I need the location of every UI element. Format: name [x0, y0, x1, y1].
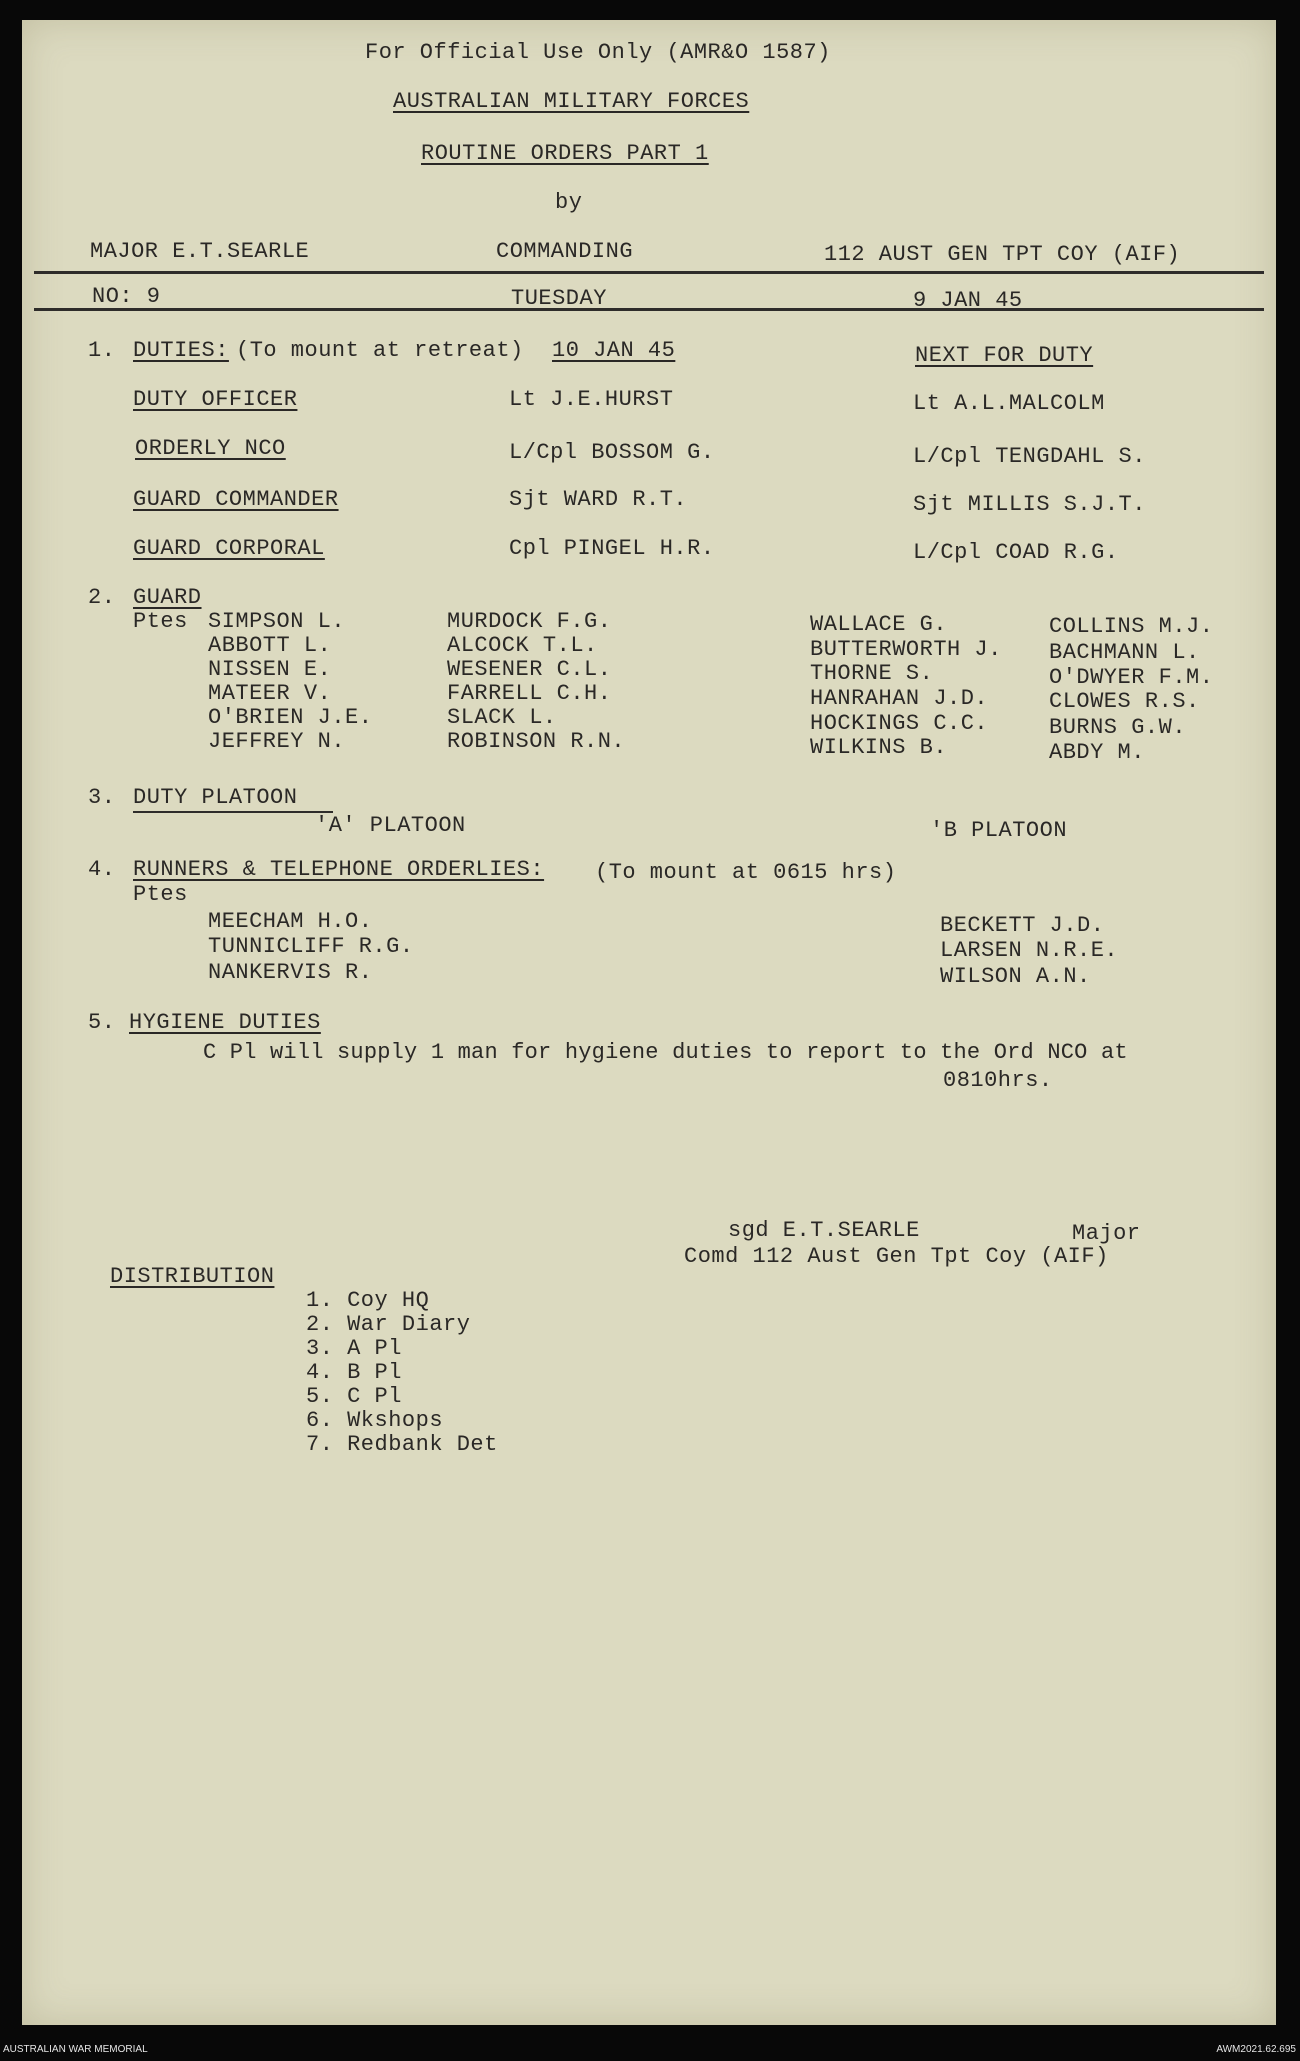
- guard-name: O'DWYER F.M.: [1049, 665, 1214, 690]
- platoon-number: 3.: [88, 785, 116, 810]
- distribution-item: 5. C Pl: [306, 1384, 402, 1409]
- guard-name: MURDOCK F.G.: [447, 609, 612, 634]
- duty-current: Lt J.E.HURST: [509, 387, 674, 412]
- platoon-current: 'A' PLATOON: [315, 813, 466, 838]
- orders-title: ROUTINE ORDERS PART 1: [421, 141, 709, 166]
- forces-title: AUSTRALIAN MILITARY FORCES: [393, 89, 750, 114]
- order-number: NO: 9: [92, 284, 161, 309]
- duty-role: DUTY OFFICER: [133, 387, 298, 412]
- footer-accession: AWM2021.62.695: [1216, 2044, 1296, 2055]
- runner-name: WILSON A.N.: [940, 964, 1091, 989]
- guard-name: BUTTERWORTH J.: [810, 637, 1002, 662]
- guard-name: ABBOTT L.: [208, 633, 332, 658]
- guard-name: NISSEN E.: [208, 657, 332, 682]
- by-label: by: [555, 190, 583, 215]
- runners-heading: RUNNERS & TELEPHONE ORDERLIES:: [133, 857, 545, 882]
- duty-role: GUARD COMMANDER: [133, 487, 339, 512]
- runner-name: LARSEN N.R.E.: [940, 938, 1119, 963]
- platoon-heading-underline: [133, 811, 333, 813]
- hygiene-instruction-time: 0810hrs.: [943, 1068, 1053, 1093]
- guard-name: FARRELL C.H.: [447, 681, 612, 706]
- guard-ptes-label: Ptes: [133, 609, 188, 634]
- guard-name: O'BRIEN J.E.: [208, 705, 373, 730]
- header-rule-bottom: [34, 308, 1264, 311]
- duty-next: Sjt MILLIS S.J.T.: [913, 492, 1146, 517]
- platoon-next: 'B PLATOON: [930, 818, 1068, 843]
- runner-name: TUNNICLIFF R.G.: [208, 934, 414, 959]
- signature-rank: Major: [1072, 1221, 1141, 1246]
- guard-name: BURNS G.W.: [1049, 715, 1187, 740]
- guard-name: WILKINS B.: [810, 735, 948, 760]
- duties-number: 1.: [88, 338, 116, 363]
- duty-current: L/Cpl BOSSOM G.: [509, 440, 715, 465]
- hygiene-instruction: C Pl will supply 1 man for hygiene duties to report to the Ord NCO at: [203, 1040, 1128, 1065]
- guard-name: CLOWES R.S.: [1049, 689, 1200, 714]
- header-rule-top: [34, 271, 1264, 274]
- runner-name: BECKETT J.D.: [940, 913, 1105, 938]
- guard-name: ABDY M.: [1049, 740, 1145, 765]
- duty-next: Lt A.L.MALCOLM: [913, 391, 1105, 416]
- unit-name: 112 AUST GEN TPT COY (AIF): [824, 242, 1181, 267]
- guard-name: COLLINS M.J.: [1049, 614, 1214, 639]
- duty-role: GUARD CORPORAL: [133, 536, 325, 561]
- runner-name: MEECHAM H.O.: [208, 909, 373, 934]
- duty-next: L/Cpl COAD R.G.: [913, 540, 1119, 565]
- guard-name: HANRAHAN J.D.: [810, 686, 989, 711]
- distribution-item: 4. B Pl: [306, 1360, 402, 1385]
- distribution-item: 3. A Pl: [306, 1336, 402, 1361]
- guard-name: SIMPSON L.: [208, 609, 346, 634]
- runners-mount-note: (To mount at 0615 hrs): [595, 860, 897, 885]
- runner-name: NANKERVIS R.: [208, 960, 373, 985]
- next-for-duty-heading: NEXT FOR DUTY: [915, 343, 1094, 368]
- commanding-label: COMMANDING: [496, 239, 634, 264]
- order-day: TUESDAY: [511, 286, 607, 311]
- order-date: 9 JAN 45: [913, 288, 1023, 313]
- guard-name: WESENER C.L.: [447, 657, 612, 682]
- guard-name: WALLACE G.: [810, 612, 948, 637]
- duty-role: ORDERLY NCO: [135, 436, 286, 461]
- duties-date: 10 JAN 45: [552, 338, 676, 363]
- guard-name: HOCKINGS C.C.: [810, 711, 989, 736]
- guard-name: THORNE S.: [810, 661, 934, 686]
- guard-name: BACHMANN L.: [1049, 640, 1200, 665]
- guard-name: ROBINSON R.N.: [447, 729, 626, 754]
- duties-mount-note: (To mount at retreat): [236, 338, 524, 363]
- signature-appointment: Comd 112 Aust Gen Tpt Coy (AIF): [684, 1244, 1109, 1269]
- hygiene-number: 5.: [88, 1010, 116, 1035]
- runners-ptes-label: Ptes: [133, 882, 188, 907]
- hygiene-heading: HYGIENE DUTIES: [129, 1010, 321, 1035]
- distribution-item: 7. Redbank Det: [306, 1432, 498, 1457]
- distribution-heading: DISTRIBUTION: [110, 1264, 275, 1289]
- commanding-officer: MAJOR E.T.SEARLE: [90, 239, 310, 264]
- official-use-line: For Official Use Only (AMR&O 1587): [365, 40, 831, 65]
- guard-name: MATEER V.: [208, 681, 332, 706]
- duty-current: Cpl PINGEL H.R.: [509, 536, 715, 561]
- guard-name: JEFFREY N.: [208, 729, 346, 754]
- signature-sgd: sgd E.T.SEARLE: [728, 1218, 920, 1243]
- guard-heading: GUARD: [133, 585, 202, 610]
- duty-current: Sjt WARD R.T.: [509, 487, 688, 512]
- distribution-item: 6. Wkshops: [306, 1408, 444, 1433]
- runners-number: 4.: [88, 857, 116, 882]
- document-page: [22, 20, 1276, 2025]
- guard-name: ALCOCK T.L.: [447, 633, 598, 658]
- duty-next: L/Cpl TENGDAHL S.: [913, 444, 1146, 469]
- distribution-item: 2. War Diary: [306, 1312, 471, 1337]
- footer-source: AUSTRALIAN WAR MEMORIAL: [3, 2044, 148, 2055]
- platoon-heading: DUTY PLATOON: [133, 785, 298, 810]
- guard-name: SLACK L.: [447, 705, 557, 730]
- distribution-item: 1. Coy HQ: [306, 1288, 430, 1313]
- duties-heading: DUTIES:: [133, 338, 229, 363]
- guard-number: 2.: [88, 585, 116, 610]
